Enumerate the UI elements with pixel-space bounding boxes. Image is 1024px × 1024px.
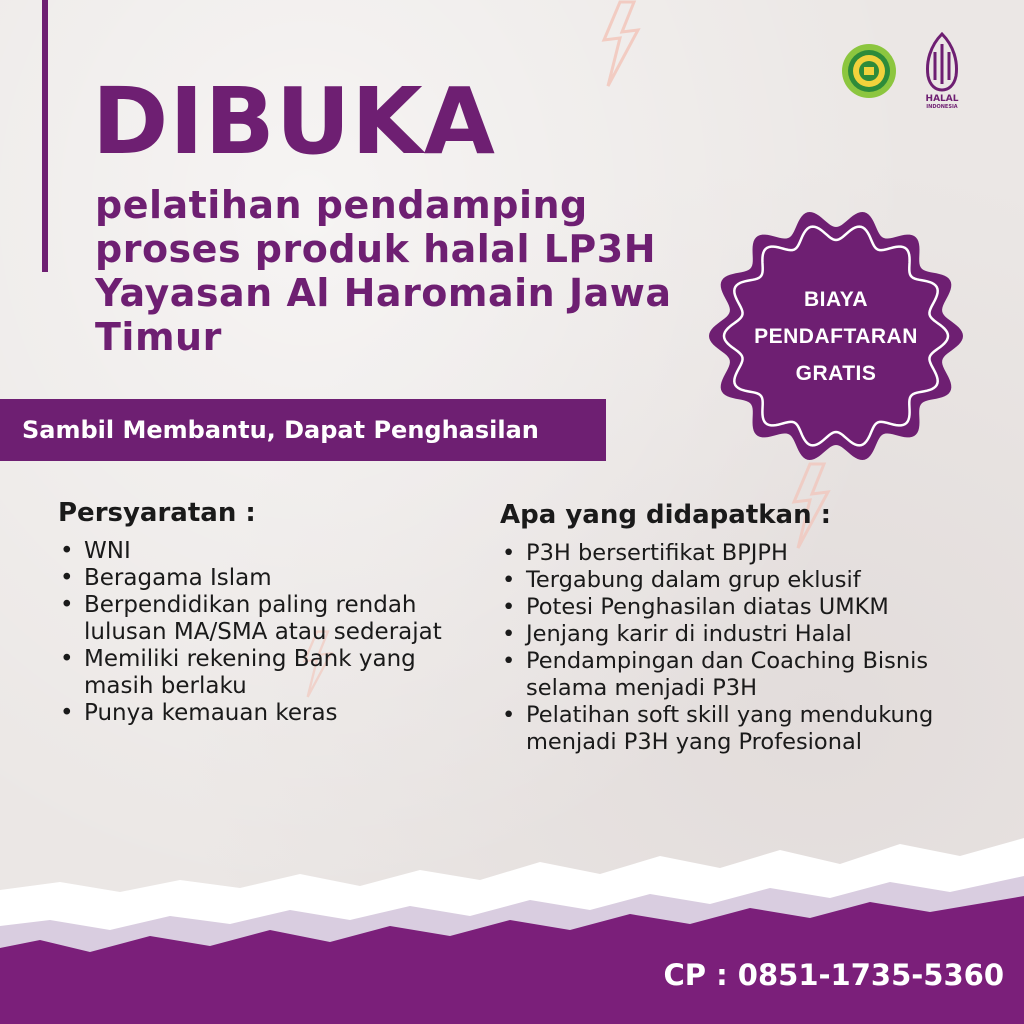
badge-line: BIAYA xyxy=(804,287,868,311)
list-item: • Potesi Penghasilan diatas UMKM xyxy=(500,594,970,621)
accent-vertical-line xyxy=(42,0,48,272)
list-item: • Jenjang karir di industri Halal xyxy=(500,621,970,648)
halal-indonesia-logo xyxy=(920,32,964,110)
tagline-banner xyxy=(0,399,606,461)
badge-text xyxy=(708,208,964,464)
benefits-heading: Apa yang didapatkan : xyxy=(500,500,832,530)
tagline-text: Sambil Membantu, Dapat Penghasilan xyxy=(22,416,539,444)
page-title: DIBUKA xyxy=(92,68,496,175)
requirements-heading: Persyaratan : xyxy=(58,498,256,528)
halal-logo-sub: INDONESIA xyxy=(926,104,958,110)
badge-line: GRATIS xyxy=(795,361,877,385)
list-item: • Pelatihan soft skill yang mendukung menjadi P3H yang Profesional xyxy=(500,702,970,756)
lightning-bolt-icon xyxy=(590,0,650,90)
benefits-section xyxy=(500,500,970,756)
list-item: • Berpendidikan paling rendah lulusan MA/SMA atau sederajat xyxy=(58,592,458,646)
list-item: • Pendampingan dan Coaching Bisnis selama menjadi P3H xyxy=(500,648,970,702)
list-item: • Punya kemauan keras xyxy=(58,700,458,727)
logo-group xyxy=(840,32,964,110)
yayasan-logo xyxy=(840,42,898,100)
list-item: • WNI xyxy=(58,538,458,565)
requirements-section xyxy=(58,498,458,727)
benefits-list xyxy=(500,540,970,756)
requirements-list xyxy=(58,538,458,727)
list-item: • P3H bersertifikat BPJPH xyxy=(500,540,970,567)
list-item: • Beragama Islam xyxy=(58,565,458,592)
badge-line: PENDAFTARAN xyxy=(754,324,918,348)
halal-logo-label: HALAL xyxy=(925,94,959,104)
torn-paper-footer xyxy=(0,830,1024,1024)
list-item: • Tergabung dalam grup eklusif xyxy=(500,567,970,594)
contact-phone: CP : 0851-1735-5360 xyxy=(663,958,1004,992)
page-subtitle: pelatihan pendamping proses produk halal LP3H Yayasan Al Haromain Jawa Timur xyxy=(95,183,672,359)
list-item: • Memiliki rekening Bank yang masih berlaku xyxy=(58,646,458,700)
